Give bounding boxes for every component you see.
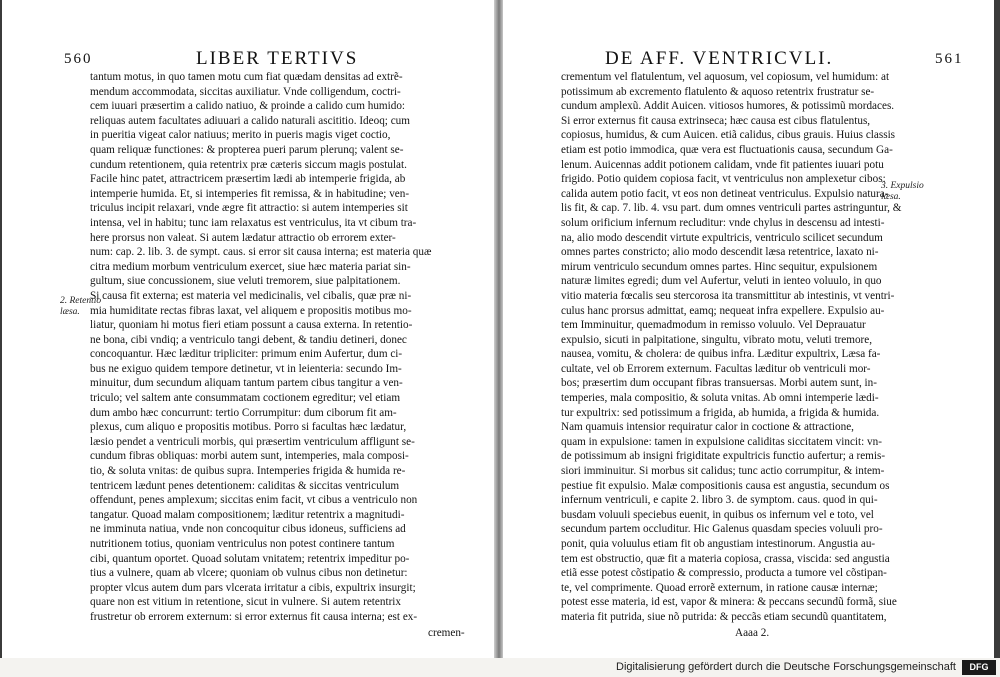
right-running-head: DE AFF. VENTRICVLI. [605,48,834,69]
left-text-line: cundum retentionem, quia retentrix præ cæteris siccum magis postulat. [90,158,407,171]
left-text-line: plexus, cum aliquo e propositis motibus. Porro si facultas hæc lædatur, [90,421,407,434]
right-text-line: cultate, vel ob Errorem externum. Facultas læditur ob ventriculi mor- [561,362,871,375]
right-text-line: Si error externus fit causa extrinseca; hæc causa est cibus flatulentus, [561,114,871,127]
left-text-line: citra medium morbum ventriculum exercet, siue hæc materia pariat sin- [90,260,411,273]
right-text-line: Nam quamuis intensior requiratur calor in coctione & attractione, [561,421,854,434]
right-text-line: infernum ventriculi, e capite 2. libro 3. de symptom. caus. quod in qui- [561,494,878,507]
left-text-line: Si causa fit externa; est materia vel medicinalis, vel cibalis, quæ præ ni- [90,289,412,302]
right-text-line: secundum partem occluditur. Hic Galenus quasdam species voluuli pro- [561,523,883,536]
right-page-number: 561 [935,51,964,67]
left-text-line: tius a vulnere, quam ab vlcere; quoniam ob vulnus cibus non detinetur: [90,567,408,580]
left-text-line: bus ne exiguo quidem tempore detinetur, vt in leienteria: secundo Im- [90,362,402,375]
right-text-line: omnes partes constricto; alio modo descendit læsa retentrice, laxato ni- [561,246,879,259]
right-text-line: vitio materia fœcalis seu stercorosa ita transmittitur ab intestinis, vt ventri- [561,289,895,302]
right-text-line: temperies, mala compositio, & soluta vnitas. Ab omni intemperie lædi- [561,392,879,405]
right-text-line: pestiue fit expulsio. Malæ compositionis causa est angustia, secundum os [561,479,890,492]
left-text-line: minuitur, dum secundum aliquam tantum partem cibus tangitur a ven- [90,377,403,390]
left-running-head: LIBER TERTIVS [196,48,359,69]
left-text-line: frustretur ob errorem externum: si error externus fit causa interna; est ex- [90,610,418,623]
left-text-line: tentricem lædunt penes detentionem: caliditas & siccitas ventriculum [90,479,400,492]
left-text-line: gultum, siue concussionem, siue veluti tremorem, siue palpitationem. [90,275,401,288]
left-text-line: cem iuuari præsertim a calido natiuo, & proinde a calido cum humido: [90,100,406,113]
right-text-line: na, alio modo descendit virtute expultricis, ventriculo scilicet secundum [561,231,883,244]
right-page [502,0,994,658]
left-text-line: intemperie humida. Et, si intemperies fit remissa, & in habitudine; ven- [90,187,410,200]
right-text-line: expulsio, sicuti in palpitatione, singultu, vibrato motu, veluti tremore, [561,333,873,346]
right-text-line: tem est obstructio, quæ fit a materia copiosa, crassa, viscida: sed angustia [561,552,890,565]
left-text-line: tantum motus, in quo tamen motu cum fiat quædam densitas ad extrẽ- [90,71,403,83]
right-text-line: copiosus, humidus, & cum Auicen. etiã calidus, cibus grauis. Huius classis [561,129,896,142]
right-text-line: lenum. Auicennas addit potionem calidam, vnde fit patientes iuuari potu [561,158,884,171]
left-margin-note: 2. Retentio læsa. [60,296,102,317]
left-text-line: nutritionem totius, quoniam ventriculus non potest continere tantum [90,538,395,550]
left-text-line: cibi, quantum oportet. Quoad solutam vnitatem; retentrix impeditur po- [90,552,410,565]
left-text-line: offendunt, penes amplexum; siccitas enim facit, vt cibus a ventriculo non [90,494,418,507]
footer-bar [0,658,1000,677]
right-signature: Aaaa 2. [735,627,770,639]
right-margin-note: 3. Expulsio læsa. [881,181,924,202]
left-catchword: cremen- [428,627,465,639]
left-text-line: ne imminuta natiua, vnde non concoquitur cibus idoneus, sufficiens ad [90,523,406,536]
left-text-line: liatur, quoniam hi motus fieri etiam possunt a causa externa. In retentio- [90,319,413,332]
right-text-line: siori imminuitur. Si morbus sit calidus; tunc actio corrumpitur, & intem- [561,465,885,478]
right-text-line: ponit, quia voluulus etiam fit ob angustiam intestinorum. Angustia au- [561,538,876,550]
right-text-line: nausea, vomitu, & cholera: de quibus infra. Læditur expultrix, Læsa fa- [561,348,881,361]
right-body-text [561,70,901,625]
right-text-line: de potissimum ab insigni frigiditate expultricis functio aufertur; a remis- [561,450,886,463]
left-text-line: Facile hinc patet, attractricem præsertim lædi ab intemperie frigida, ab [90,173,406,186]
left-text-line: ne bona, cibi vndiq; a ventriculo tangi debent, & tandiu detineri, donec [90,333,407,346]
right-text-line: busdam voluuli speciebus euenit, in quibus os infernum vel e toto, vel [561,508,874,521]
right-text-line: quam in expulsione: tamen in expulsione caliditas siccitatem vincit: vn- [561,435,882,448]
right-text-line: potest esse materia, id est, vapor & minera: & peccans secundũ formã, siue [561,596,897,609]
left-page [2,0,497,658]
right-text-line: tur expultrix: sed potissimum a frigida, ab humida, a frigida & humida. [561,406,880,419]
right-text-line: naturæ limites egredi; dum vel Aufertur, veluti in ienteo voluulo, in quo [561,275,882,288]
left-text-line: læsio pendet a ventriculi morbis, qui præsertim ventriculum affligunt se- [90,435,415,448]
left-page-number: 560 [64,51,93,67]
left-text-line: cundum fibras obliquas: morbi autem sunt, intemperies, mala composi- [90,450,409,463]
right-text-line: materia fit putrida, siue nõ putrida: & peccãs etiam secundũ quantitatem, [561,610,887,623]
right-text-line: bos; præsertim dum occupant fibras transuersas. Morbi autem sunt, in- [561,377,877,390]
left-text-line: concoquantur. Hæc læditur tripliciter: primum enim Aufertur, dum ci- [90,348,403,361]
right-text-line: etiã esse potest cõstipatio & compressio, producta a tumore vel cõstipan- [561,567,887,580]
left-text-line: mia humiditate rectas fibras laxat, vel aliquem e propositis motibus mo- [90,304,412,317]
right-text-line: culus hanc prorsus admittat, eamq; nequeat infra expellere. Expulsio au- [561,304,885,317]
right-text-line: potissimum ab excremento flatulento & aquoso retentrix frustratur se- [561,85,875,98]
left-text-line: triculus incipit relaxari, vnde ægre fit attractio: si autem intemperies sit [90,202,408,215]
left-text-line: num: cap. 2. lib. 3. de sympt. caus. si error sit causa interna; est materia quæ [90,246,432,259]
left-text-line: triculo; vel saltem ante consummatam coctionem egreditur; vel etiam [90,392,401,405]
left-text-line: tio, & soluta vnitas: de quibus supra. Intemperies frigida & humida re- [90,465,406,478]
right-text-line: te, vel comprimente. Quoad errorẽ externum, in ratione causæ internæ; [561,581,878,594]
right-text-line: lis fit, & cap. 7. lib. 4. vsu part. dum omnes ventriculi partes astringuntur, & [561,202,902,215]
left-text-line: reliquas autem facultates adiuuari a calido naturali ascititio. Ideoq; cum [90,114,410,127]
left-text-line: quam reliquæ functiones: & propterea pueri parum plerunq; valent se- [90,143,404,156]
right-text-line: cundum amplexũ. Addit Auicen. vitiosos humores, & potissimũ mordaces. [561,100,895,113]
left-text-line: intensa, vel in habitu; tunc iam relaxatus est ventriculus, ita vt cibum tra- [90,216,417,229]
right-text-line: etiam est potio immodica, quæ vera est fluctuationis causa, secundum Ga- [561,143,893,156]
left-text-line: quare non est vitium in retentione, sicut in vulnere. Si autem retentrix [90,596,401,609]
right-text-line: crementum vel flatulentum, vel aquosum, vel copiosum, vel humidum: at [561,71,890,83]
left-text-line: mendum accommodata, siccitas auxiliatur. Vnde colligendum, coctri- [90,85,401,98]
dfg-logo: DFG [962,660,996,675]
left-text-line: dum ambo hæc concurrunt: tertio Corrumpitur: dum ciborum fit am- [90,406,397,419]
left-body-text [90,70,431,625]
right-text-line: mirum ventriculo secundum omnes partes. Hinc sequitur, expulsionem [561,260,878,273]
footer-credit: Digitalisierung gefördert durch die Deutsche Forschungsgemeinschaft [616,661,956,673]
left-text-line: here prorsus non valeat. Si autem lædatur attractio ob errorem exter- [90,231,396,244]
left-text-line: in pueritia vigeat calor natiuus; merito in pueris magis viget coctio, [90,129,391,142]
right-text-line: calida autem potio facit, vt eos non detineat ventriculus. Expulsio natura- [561,187,889,200]
right-text-line: solum orificium infernum recluditur: vnde chylus in descensu ad intesti- [561,216,885,229]
right-text-line: frigido. Potio quidem copiosa facit, vt ventriculus non amplexetur cibos: [561,173,886,186]
left-text-line: propter vlcus autem dum pars vlcerata irritatur a cibis, expultrix insurgit; [90,581,416,594]
left-text-line: tangatur. Quoad malam compositionem; læditur retentrix a magnitudi- [90,508,405,521]
right-text-line: tem Imminuitur, quemadmodum in remisso voluulo. Vel Deprauatur [561,319,866,332]
